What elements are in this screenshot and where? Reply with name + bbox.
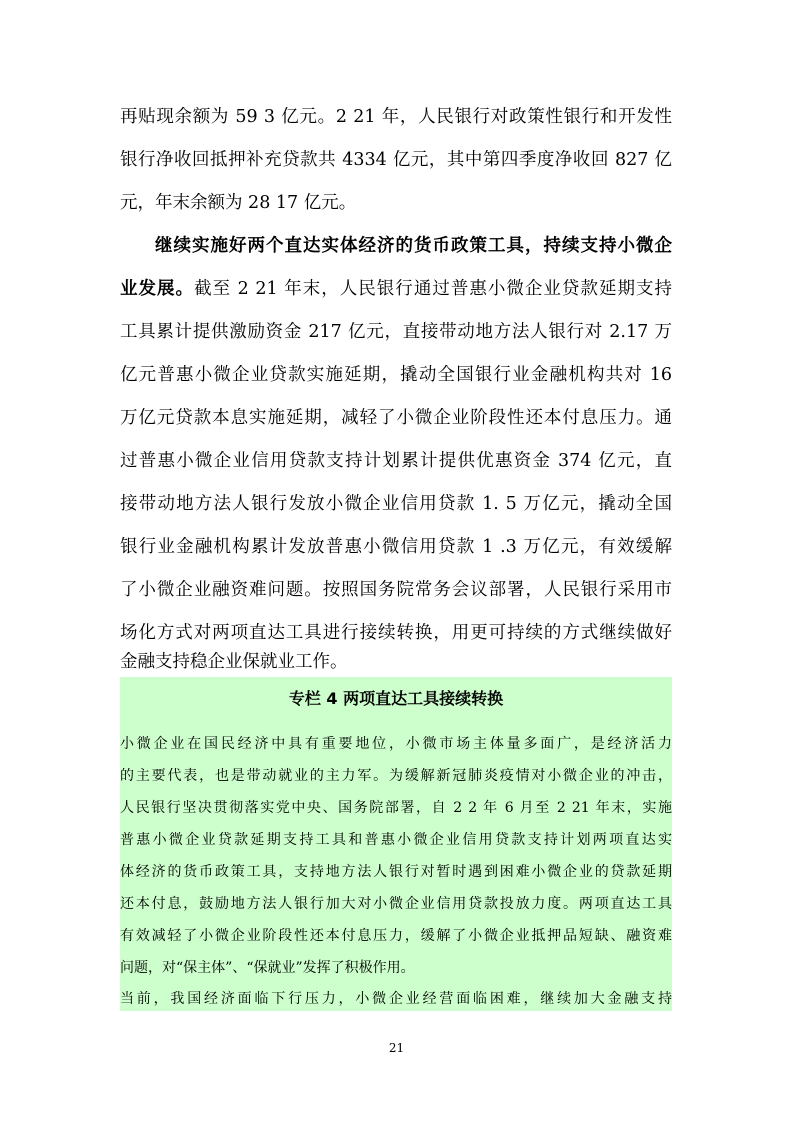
- body-text-line: 万亿元贷款本息实施延期，减轻了小微企业阶段性还本付息压力。通: [120, 408, 672, 428]
- bold-heading-text: 继续实施好两个直达实体经济的货币政策工具，持续支持小微企: [155, 236, 672, 256]
- box-text-line: 还本付息，鼓励地方法人银行加大对小微企业信用贷款投放力度。两项直达工具: [120, 896, 672, 912]
- body-text-line: 再贴现余额为 59 3 亿元。2 21 年，人民银行对政策性银行和开发性: [120, 107, 672, 127]
- body-text-line: 金融支持稳企业保就业工作。: [120, 652, 348, 672]
- box-text-line: 问题，对“保主体”、“保就业”发挥了积极作用。: [120, 960, 415, 976]
- body-text-line: 银行净收回抵押补充贷款共 4334 亿元，其中第四季度净收回 827 亿: [120, 150, 672, 170]
- body-text-span: 截至 2 21 年末，人民银行通过普惠小微企业贷款延期支持: [194, 279, 673, 299]
- paragraph-heading: [155, 235, 672, 257]
- column-box: [120, 677, 672, 1011]
- body-text-line: 过普惠小微企业信用贷款支持计划累计提供优惠资金 374 亿元，直: [120, 451, 672, 471]
- box-text-line: 人民银行坚决贯彻落实党中央、国务院部署，自 2 2 年 6 月至 2 21 年末，实施: [120, 800, 672, 816]
- box-text-line: 当前，我国经济面临下行压力，小微企业经营面临困难，继续加大金融支持: [120, 991, 672, 1007]
- box-text-line: 有效减轻了小微企业阶段性还本付息压力，缓解了小微企业抵押品短缺、融资难: [120, 928, 672, 944]
- body-text-line: 场化方式对两项直达工具进行接续转换，用更可持续的方式继续做好: [120, 623, 672, 643]
- bold-heading-text: 业发展。: [120, 279, 195, 299]
- page-number: 21: [388, 1041, 405, 1055]
- body-text-line: 亿元普惠小微企业贷款实施延期，撬动全国银行业金融机构共对 16: [120, 365, 672, 385]
- body-text-line: 银行业金融机构累计发放普惠小微信用贷款 1 .3 万亿元，有效缓解: [120, 537, 672, 557]
- box-text-line: 体经济的货币政策工具，支持地方法人银行对暂时遇到困难小微企业的贷款延期: [120, 864, 672, 880]
- body-text-line: 接带动地方法人银行发放小微企业信用贷款 1. 5 万亿元，撬动全国: [120, 494, 672, 514]
- box-text-line: 普惠小微企业贷款延期支持工具和普惠小微企业信用贷款支持计划两项直达实: [120, 832, 672, 848]
- body-text-line: [120, 278, 672, 300]
- box-text-line: 的主要代表，也是带动就业的主力军。为缓解新冠肺炎疫情对小微企业的冲击，: [120, 768, 672, 784]
- column-box-title: 专栏 4 两项直达工具接续转换: [288, 689, 504, 708]
- body-text-line: 工具累计提供激励资金 217 亿元，直接带动地方法人银行对 2.17 万: [120, 322, 672, 342]
- body-text-line: 了小微企业融资难问题。按照国务院常务会议部署，人民银行采用市: [120, 580, 672, 600]
- body-text-line: 元，年末余额为 28 17 亿元。: [120, 193, 357, 213]
- box-text-line: 小微企业在国民经济中具有重要地位，小微市场主体量多面广，是经济活力: [120, 736, 672, 752]
